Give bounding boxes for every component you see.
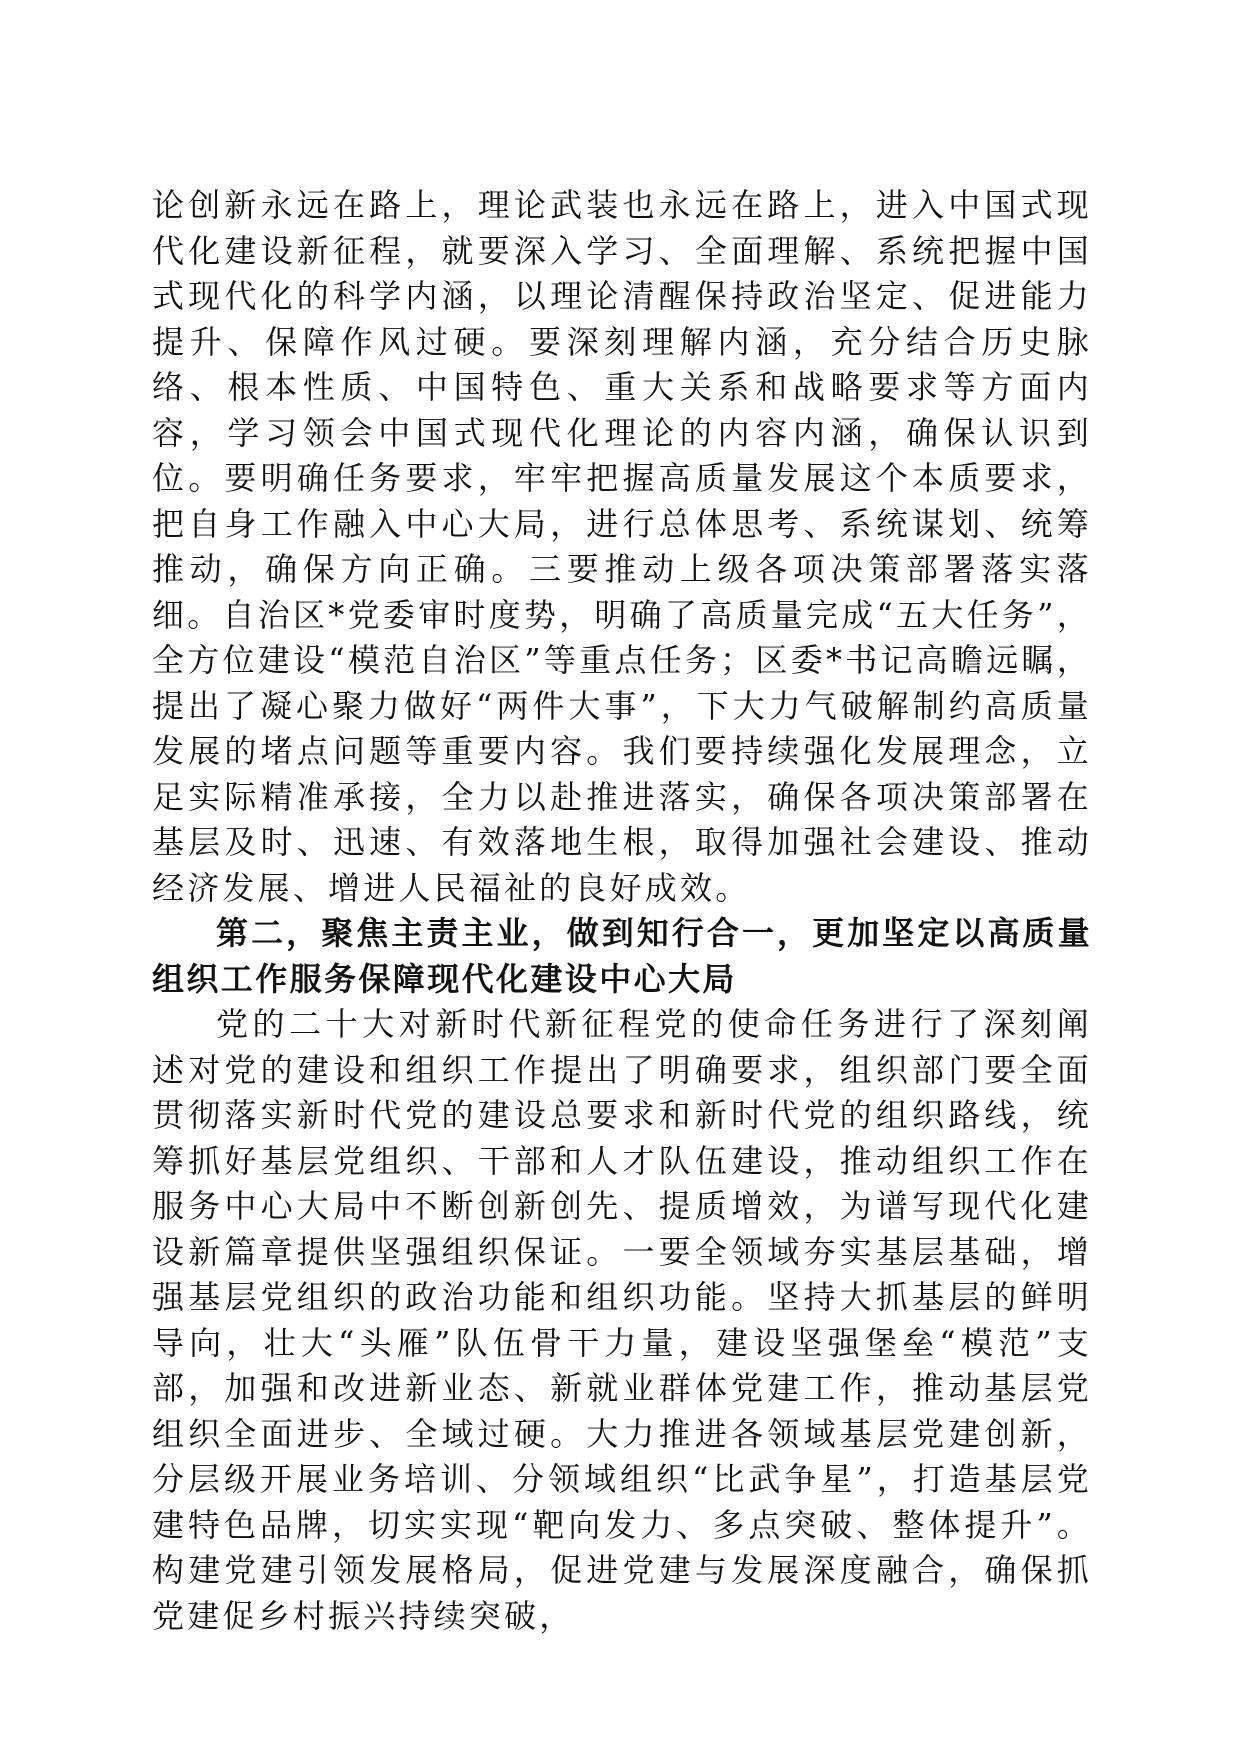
- section-heading-second: 第二，聚焦主责主业，做到知行合一，更加坚定以高质量组织工作服务保障现代化建设中心大局: [152, 914, 1092, 998]
- body-paragraph-section-two: 党的二十大对新时代新征程党的使命任务进行了深刻阐述对党的建设和组织工作提出了明确要求，组织部门要全面贯彻落实新时代党的建设总要求和新时代党的组织路线，统筹抓好基层党组织、干部和人才队伍建设，推动组织工作在服务中心大局中不断创新创先、提质增效，为谱写现代化建设新篇章提供坚强组织保证。一要全领域夯实基层基础，增强基层党组织的政治功能和组织功能。坚持大抓基层的鲜明导向，壮大“头雁”队伍骨干力量，建设坚强堡垒“模范”支部，加强和改进新业态、新就业群体党建工作，推动基层党组织全面进步、全域过硬。大力推进各领域基层党建创新，分层级开展业务培训、分领域组织“比武争星”，打造基层党建特色品牌，切实实现“靶向发力、多点突破、整体提升”。构建党建引领发展格局，促进党建与发展深度融合，确保抓党建促乡村振兴持续突破，: [152, 1005, 1092, 1635]
- document-body: [152, 183, 1092, 1639]
- body-paragraph-continued: 论创新永远在路上，理论武装也永远在路上，进入中国式现代化建设新征程，就要深入学习、全面理解、系统把握中国式现代化的科学内涵，以理论清醒保持政治坚定、促进能力提升、保障作风过硬。要深刻理解内涵，充分结合历史脉络、根本性质、中国特色、重大关系和战略要求等方面内容，学习领会中国式现代化理论的内容内涵，确保认识到位。要明确任务要求，牢牢把握高质量发展这个本质要求，把自身工作融入中心大局，进行总体思考、系统谋划、统筹推动，确保方向正确。三要推动上级各项决策部署落实落细。自治区*党委审时度势，明确了高质量完成“五大任务”，全方位建设“模范自治区”等重点任务；区委*书记高瞻远瞩，提出了凝心聚力做好“两件大事”，下大力气破解制约高质量发展的堵点问题等重要内容。我们要持续强化发展理念，立足实际精准承接，全力以赴推进落实，确保各项决策部署在基层及时、迅速、有效落地生根，取得加强社会建设、推动经济发展、增进人民福祉的良好成效。: [152, 186, 1092, 907]
